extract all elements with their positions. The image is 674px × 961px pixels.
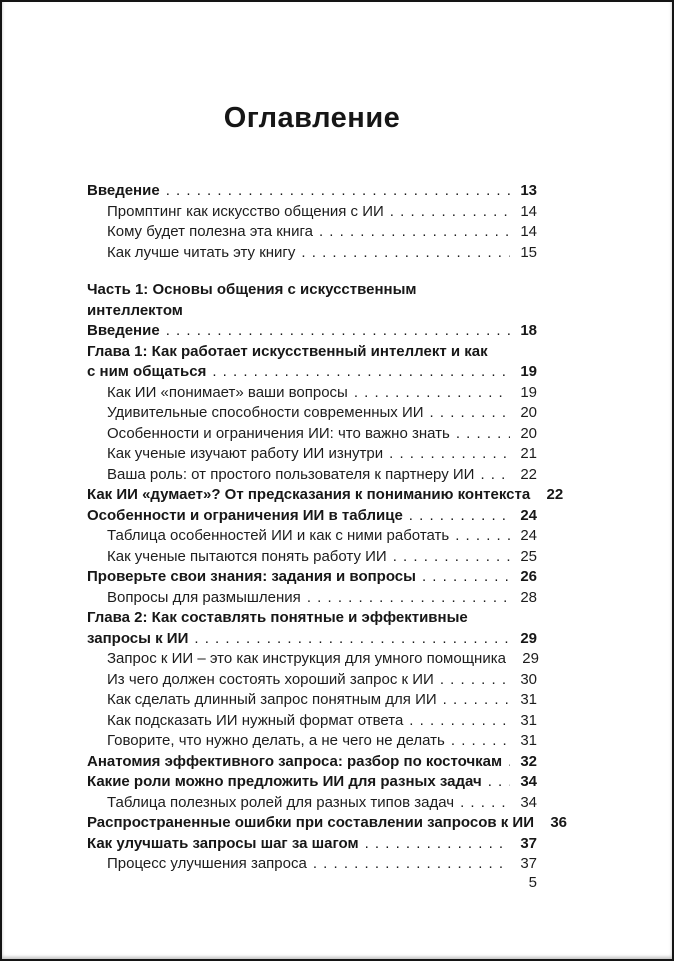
toc-entry: [87, 342, 537, 363]
toc-entry: [87, 608, 537, 629]
dot-leader: [488, 772, 510, 793]
toc-entry-label: Анатомия эффективного запроса: разбор по косточкам: [87, 752, 503, 770]
toc-entry-page: 14: [520, 223, 537, 240]
toc-entry: [87, 588, 537, 609]
toc-entry-label: Кому будет полезна эта книга: [107, 223, 313, 240]
toc-entry: [87, 834, 537, 855]
toc-entry: [87, 403, 537, 424]
dot-leader: [480, 465, 510, 486]
toc-entry-page: 31: [520, 732, 537, 749]
dot-leader: [365, 834, 510, 855]
toc-entry-page: 18: [520, 322, 537, 339]
toc-entry-page: 20: [520, 424, 537, 442]
toc-entry-page: 15: [520, 243, 537, 261]
toc-entry-label: Таблица особенностей ИИ и как с ними работать: [107, 527, 450, 544]
toc-entry: [87, 222, 537, 243]
toc-entry-label: Промптинг как искусство общения с ИИ: [107, 202, 384, 220]
toc-entry: [87, 362, 537, 383]
toc-entry-label: интеллектом: [87, 301, 183, 319]
toc-entry-page: 22: [546, 486, 564, 503]
toc-entry: [87, 243, 537, 264]
toc-entry: [87, 711, 537, 732]
dot-leader: [456, 424, 510, 445]
toc-entry-page: 28: [520, 588, 537, 606]
dot-leader: [460, 793, 510, 814]
toc-entry-label: Процесс улучшения запроса: [107, 855, 307, 872]
toc-entry-label: Удивительные способности современных ИИ: [107, 404, 424, 421]
toc-entry: [87, 649, 537, 670]
toc-entry-page: 32: [520, 752, 537, 770]
toc-entry-label: Запрос к ИИ – это как инструкция для умного помощника: [107, 650, 506, 667]
toc-entry-page: 29: [522, 650, 539, 667]
toc-entry-label: с ним общаться: [87, 363, 207, 380]
toc-entry-label: Как ученые пытаются понять работу ИИ: [107, 547, 387, 565]
dot-leader: [508, 752, 510, 773]
dot-leader: [354, 383, 510, 404]
toc-entry-page: 31: [520, 711, 537, 729]
dot-leader: [430, 403, 510, 424]
toc-entry: [87, 772, 537, 793]
toc-entry-page: 14: [520, 202, 537, 220]
toc-entry-label: Говорите, что нужно делать, а не чего не делать: [107, 732, 445, 749]
toc-entry-label: Как подсказать ИИ нужный формат ответа: [107, 711, 404, 729]
toc-entry-page: 25: [520, 547, 537, 565]
dot-leader: [409, 711, 510, 732]
toc-entry-label: Проверьте свои знания: задания и вопросы: [87, 568, 416, 585]
toc-entry-label: Глава 2: Как составлять понятные и эффективные: [87, 609, 468, 626]
toc-list: [87, 181, 567, 875]
toc-entry-page: 34: [520, 793, 537, 811]
toc-entry-page: 13: [520, 182, 537, 199]
dot-leader: [313, 854, 510, 875]
toc-entry: [87, 670, 537, 691]
toc-entry-label: Вопросы для размышления: [107, 588, 301, 606]
toc-entry-page: 34: [520, 773, 537, 790]
toc-entry-label: Ваша роль: от простого пользователя к партнеру ИИ: [107, 465, 475, 483]
toc-entry: [87, 629, 537, 650]
toc-entry-label: Какие роли можно предложить ИИ для разных задач: [87, 773, 482, 790]
toc-entry-label: Как сделать длинный запрос понятным для ИИ: [107, 691, 437, 708]
toc-entry: [87, 567, 537, 588]
toc-entry-label: Часть 1: Основы общения с искусственным: [87, 281, 417, 298]
toc-entry: [87, 383, 537, 404]
toc-entry: [87, 854, 537, 875]
toc-entry: [87, 752, 537, 773]
dot-leader: [307, 588, 510, 609]
toc-entry: [87, 506, 537, 527]
toc-entry-page: 29: [520, 629, 537, 647]
toc-entry: [87, 465, 537, 486]
toc-entry: [87, 424, 537, 445]
toc-entry-page: 22: [520, 465, 537, 483]
toc-entry-page: 36: [550, 814, 567, 831]
toc-entry-label: Особенности и ограничения ИИ в таблице: [87, 506, 403, 524]
toc-entry-label: Как ИИ «думает»? От предсказания к пониманию контекста: [87, 486, 531, 503]
toc-entry: [87, 301, 537, 322]
toc-entry-label: Как лучше читать эту книгу: [107, 243, 296, 261]
toc-entry-label: Введение: [87, 182, 160, 199]
toc-entry-label: Глава 1: Как работает искусственный интеллект и как: [87, 342, 488, 360]
dot-leader: [212, 362, 510, 383]
toc-entry-page: 31: [520, 691, 537, 708]
toc-entry-label: Таблица полезных ролей для разных типов задач: [107, 793, 455, 811]
toc-entry: [87, 181, 537, 202]
dot-leader: [451, 731, 510, 752]
toc-entry-page: 26: [520, 568, 537, 585]
page-title: Оглавление: [223, 102, 401, 134]
dot-leader: [194, 629, 510, 650]
dot-leader: [301, 243, 510, 264]
toc-entry-page: 21: [520, 445, 537, 462]
dot-leader: [319, 222, 510, 243]
toc-entry: [87, 690, 537, 711]
toc-entry: [87, 547, 537, 568]
toc-entry: [87, 485, 564, 506]
toc-entry-page: 24: [520, 527, 537, 544]
toc-entry: [87, 526, 537, 547]
toc-entry-page: 19: [520, 363, 537, 380]
toc-entry-label: Введение: [87, 322, 160, 339]
toc-entry: [87, 202, 537, 223]
dot-leader: [409, 506, 510, 527]
toc-content: [87, 102, 567, 875]
toc-entry-label: Как улучшать запросы шаг за шагом: [87, 834, 359, 852]
toc-entry-label: Особенности и ограничения ИИ: что важно знать: [107, 424, 450, 442]
toc-entry-label: Как ИИ «понимает» ваши вопросы: [107, 383, 348, 401]
toc-entry-label: Как ученые изучают работу ИИ изнутри: [107, 445, 384, 462]
dot-leader: [455, 526, 510, 547]
toc-entry-label: Из чего должен состоять хороший запрос к ИИ: [107, 670, 434, 688]
toc-entry-label: Распространенные ошибки при составлении запросов к ИИ: [87, 814, 534, 831]
dot-leader: [443, 690, 510, 711]
dot-leader: [390, 202, 510, 223]
toc-entry: [87, 280, 537, 301]
toc-entry: [87, 793, 537, 814]
toc-entry: [87, 813, 567, 834]
toc-entry-page: 37: [520, 855, 537, 872]
dot-leader: [422, 567, 510, 588]
toc-entry: [87, 444, 537, 465]
dot-leader: [440, 670, 510, 691]
toc-entry-page: 20: [520, 404, 537, 421]
toc-entry-page: 19: [520, 383, 537, 401]
toc-entry-page: 30: [520, 670, 537, 688]
dot-leader: [166, 181, 510, 202]
toc-entry: [87, 731, 537, 752]
toc-entry-page: 37: [520, 834, 537, 852]
toc-entry-label: запросы к ИИ: [87, 629, 189, 647]
toc-entry: [87, 321, 537, 342]
dot-leader: [166, 321, 510, 342]
dot-leader: [389, 444, 510, 465]
toc-entry-page: 24: [520, 506, 537, 524]
dot-leader: [393, 547, 510, 568]
page-number-footer: 5: [528, 874, 537, 891]
